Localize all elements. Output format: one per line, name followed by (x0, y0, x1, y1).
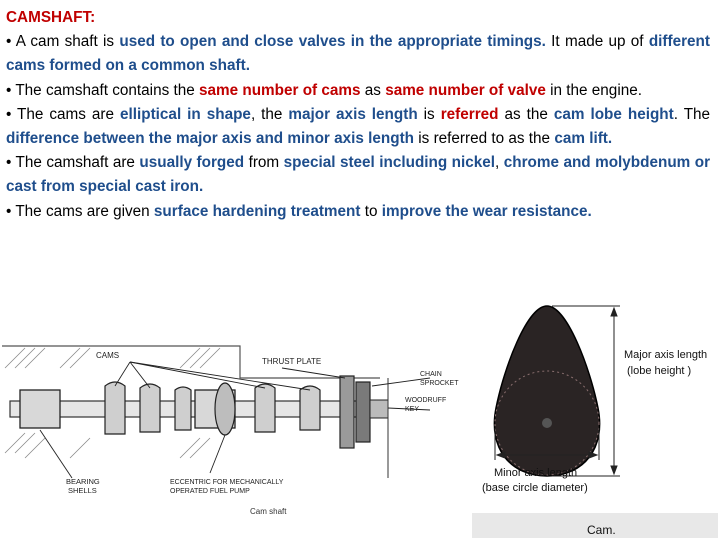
highlight-text: referred (440, 105, 499, 123)
highlight-text: chrome and molybdenum or cast from special cast iron. (6, 154, 711, 196)
body-text: to (360, 202, 382, 220)
body-text: It made up of (545, 33, 649, 51)
sprocket-hub (370, 400, 388, 418)
label-fuel-pump: OPERATED FUEL PUMP (170, 488, 250, 495)
label-base-circle: (base circle diameter) (482, 482, 588, 494)
body-text: in the engine. (545, 81, 642, 99)
body-text: as (360, 81, 386, 99)
cam-profile-diagram (472, 298, 718, 538)
camshaft-diagram (0, 338, 470, 528)
label-bearing: BEARING (66, 477, 100, 486)
cam-lobe (300, 386, 320, 430)
highlight-text: difference between the major axis and minor axis length (6, 130, 415, 148)
highlight-text: different cams formed on a common shaft. (6, 33, 711, 75)
highlight-text: improve the wear resistance. (381, 202, 592, 220)
label-key: KEY (405, 406, 420, 413)
highlight-text: surface hardening treatment (153, 202, 361, 220)
cam-lobe (105, 382, 125, 434)
cam-lobe (255, 384, 275, 432)
body-text: • The camshaft are (6, 154, 140, 172)
label-sprocket: SPROCKET (420, 380, 459, 387)
highlight-text: major axis length (288, 105, 418, 123)
engine-block-outline (2, 346, 380, 378)
label-cams: CAMS (96, 351, 120, 360)
bullet-paragraph (6, 151, 710, 199)
highlight-text: usually forged (139, 154, 245, 172)
bullet-paragraph (6, 200, 710, 224)
cam-lobe (175, 387, 191, 430)
highlight-text: cam lobe height (553, 105, 674, 123)
label-shells: SHELLS (68, 486, 97, 495)
highlight-text: used to open and close valves in the appropriate timings. (119, 33, 546, 51)
cam-lobe-profile (494, 306, 599, 476)
caption-cam: Cam. (587, 523, 616, 537)
body-text: • The cams are given (6, 202, 154, 220)
body-text: . The (673, 105, 711, 123)
label-lobe-height: (lobe height ) (627, 365, 692, 377)
body-text: from (244, 154, 284, 172)
body-text: as the (498, 105, 554, 123)
paragraph-list (6, 30, 710, 224)
highlight-text: cam lift. (554, 130, 613, 148)
label-major-axis: Major axis length (624, 349, 708, 361)
cam-bore (542, 418, 552, 428)
label-chain: CHAIN (420, 371, 442, 378)
body-text: • The camshaft contains the (6, 81, 199, 99)
label-woodruff: WOODRUFF (405, 397, 447, 404)
text-body (6, 6, 710, 224)
highlight-text: same number of valve (385, 81, 546, 99)
highlight-text: elliptical in shape (119, 105, 251, 123)
chain-sprocket (356, 382, 370, 442)
thrust-plate (340, 376, 354, 448)
body-text: , the (250, 105, 289, 123)
label-eccentric: ECCENTRIC FOR MECHANICALLY (170, 479, 284, 486)
eccentric (215, 383, 235, 435)
highlight-text: special steel including nickel (283, 154, 496, 172)
body-text: is (417, 105, 441, 123)
body-text: , (495, 154, 504, 172)
page-title: CAMSHAFT: (6, 9, 96, 26)
label-thrust-plate: THRUST PLATE (262, 357, 322, 366)
label-minor-axis: Minor axis length (494, 467, 578, 479)
caption-cam-shaft: Cam shaft (250, 507, 287, 516)
cam-lobe (140, 384, 160, 432)
bullet-paragraph (6, 30, 710, 78)
bearing-journal (20, 390, 60, 428)
body-text: • A cam shaft is (6, 33, 120, 51)
bullet-paragraph (6, 79, 710, 103)
bullet-paragraph (6, 103, 710, 151)
body-text: • The cams are (6, 105, 120, 123)
body-text: is referred to as the (414, 130, 555, 148)
highlight-text: same number of cams (199, 81, 361, 99)
